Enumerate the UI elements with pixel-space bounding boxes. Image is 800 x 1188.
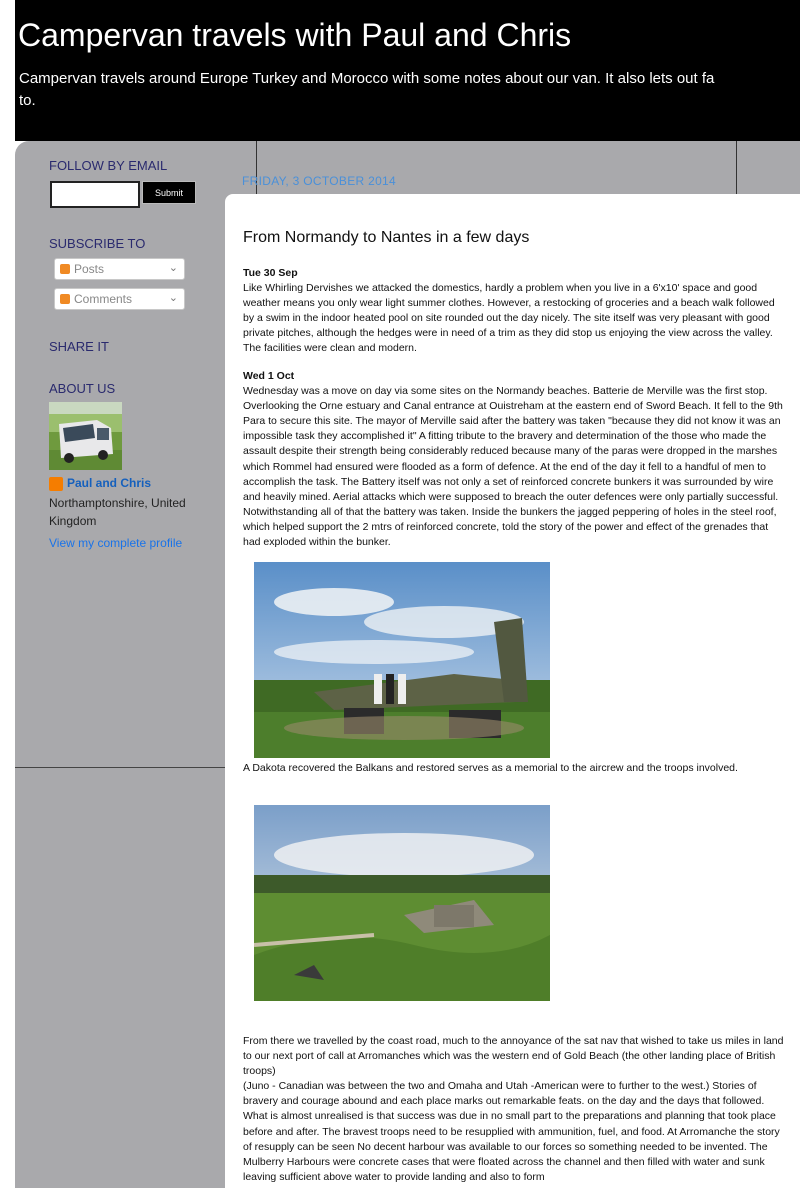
- subscribe-posts-dropdown[interactable]: [54, 258, 185, 280]
- post-paragraph: From there we travelled by the coast road, much to the annoyance of the sat nav that wished to take us miles in land to our next port of call at Arromanches which was the western end of Gold Beach (the other landing place of British troops): [243, 1035, 784, 1078]
- blog-description: [19, 68, 800, 112]
- post-title[interactable]: From Normandy to Nantes in a few days: [243, 229, 530, 246]
- profile-photo[interactable]: [49, 402, 122, 470]
- sidebar-divider: [15, 767, 225, 768]
- post-paragraph: Wednesday was a move on day via some sites on the Normandy beaches. Batterie de Merville was the first stop. Overlooking the Orne estuary and Canal entrance at Ouistreham at the eastern end of Sword Beach. It fell to the 9th Para to secure this site. The mayor of Merville said after the battery was taken "because they did not know it was an impossible task they accomplished it" A fitting tribute to the bravery and determination of the those who made the assault despite their strength being considerably reduced because many of the paras were dropped in the marshes which Rommel had ensured were flooded as a form of defence. At the end of the day it fell to a handful of men to accomplish the task. The Battery itself was not only a set of reinforced concrete bunkers it was surrounded by wire and heavily mined. Aerial attacks which were supposed to breach the outer defences were only partially successful. Notwithstanding all of that the battery was taken. Inside the bunkers the jagged peppering of holes in the steel roof, which helped support the 2 mtrs of reinforced concrete, told the story of the power and effect of the grenades that had exploded within the bunker.: [243, 385, 783, 549]
- view-profile-link[interactable]: View my complete profile: [49, 536, 183, 550]
- post-paragraph: (Juno - Canadian was between the two and Omaha and Utah -American were to further to the west.) Stories of bravery and courage abound and each place marks out remarkable feats. on the day and the days that followed. What is almost unrealised is that success was due in no small part to the preparations and planning that took place before and after. The bravest troops need to be resupplied with ammunition, fuel, and food. At Arromanche the story of resupply can be seen No decent harbour was available to our forces so something needed to be invented. The Mulberry Harbours were concrete cases that were floated across the channel and then filled with water and sunk leaving sufficient above water to provide landing and also to form: [243, 1080, 780, 1183]
- profile-name[interactable]: Paul and Chris: [67, 476, 152, 490]
- profile-location: Northamptonshire, United Kingdom: [49, 496, 186, 528]
- dakota-memorial-photo[interactable]: [254, 562, 550, 758]
- post-date: FRIDAY, 3 OCTOBER 2014: [242, 174, 396, 188]
- post-section-day1: [243, 266, 788, 357]
- post-section-arromanches: [243, 1034, 788, 1185]
- post-paragraph: Like Whirling Dervishes we attacked the domestics, hardly a problem when you live in a 6'x10' space and good weather means you only wear light summer clothes. However, a restocking of groceries and a beach walk followed by a swim in the indoor heated pool on site rounded out the day nicely. The site itself was very pleasant with good private pitches, although the hedges were in need of a trim as they did stop us enjoying the view across the valley. The facilities were clean and modern.: [243, 282, 775, 355]
- email-field[interactable]: [50, 181, 140, 208]
- blog-description-line2: to.: [19, 92, 36, 109]
- blog-description-line1: Campervan travels around Europe Turkey and Morocco with some notes about our van. It also lets out fa: [19, 70, 715, 87]
- day-heading: Tue 30 Sep: [243, 267, 298, 279]
- blog-header: [15, 0, 800, 141]
- blogger-icon: [49, 477, 63, 491]
- photo-caption: A Dakota recovered the Balkans and restored serves as a memorial to the aircrew and the troops involved.: [243, 762, 738, 774]
- submit-button[interactable]: Submit: [142, 181, 196, 204]
- chevron-down-icon: ⌄: [168, 292, 178, 304]
- column-divider: [736, 141, 737, 194]
- about-us-heading: ABOUT US: [49, 381, 116, 396]
- share-it-heading: SHARE IT: [49, 339, 109, 354]
- merville-battery-photo[interactable]: [254, 805, 550, 1001]
- subscribe-comments-dropdown[interactable]: [54, 288, 185, 310]
- blog-title[interactable]: Campervan travels with Paul and Chris: [18, 17, 572, 53]
- follow-by-email-heading: FOLLOW BY EMAIL: [49, 158, 168, 173]
- rss-icon: [60, 294, 70, 304]
- chevron-down-icon: ⌄: [168, 262, 178, 274]
- subscribe-posts-label: Posts: [74, 262, 105, 276]
- subscribe-comments-label: Comments: [74, 292, 133, 306]
- post-section-day2: [243, 369, 788, 550]
- day-heading: Wed 1 Oct: [243, 370, 295, 382]
- subscribe-heading: SUBSCRIBE TO: [49, 236, 146, 251]
- page-left-margin: [0, 0, 15, 1188]
- rss-icon: [60, 264, 70, 274]
